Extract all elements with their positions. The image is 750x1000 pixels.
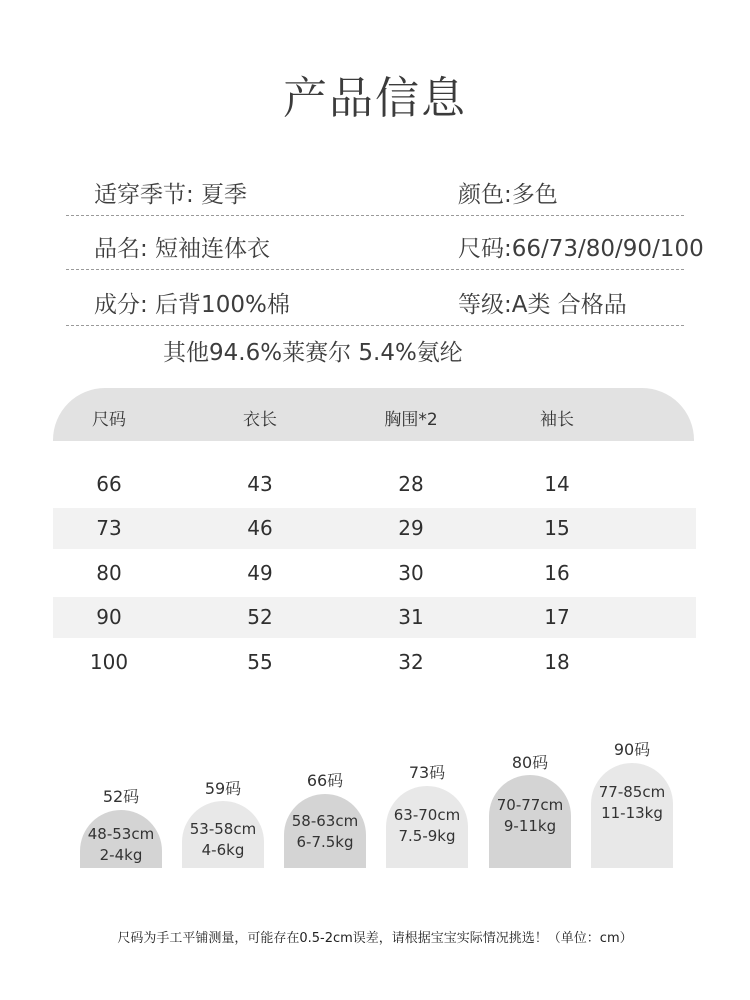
cell-sleeve: 14 [544,472,570,496]
cell-chest: 30 [398,561,424,585]
info-composition: 成分: 后背100%棉 [94,292,290,318]
size-guide-label: 90码 [613,740,651,759]
header-chest: 胸围*2 [384,410,438,430]
cell-chest: 32 [398,650,424,674]
cell-length: 43 [247,472,273,496]
dashed-divider [66,215,684,216]
cell-size: 80 [96,561,122,585]
cell-sleeve: 18 [544,650,570,674]
cell-size: 100 [89,650,129,674]
cell-sleeve: 15 [544,516,570,540]
size-guide-weight: 7.5-9kg [398,827,456,845]
header-sleeve: 袖长 [540,410,574,430]
size-guide-height: 77-85cm [598,783,666,801]
size-guide-weight: 2-4kg [99,846,143,864]
info-color: 颜色:多色 [458,182,558,208]
size-table-header [53,388,694,441]
table-row [53,553,696,594]
size-guide-label: 73码 [408,763,446,782]
table-row [53,464,696,505]
info-product-name: 品名: 短袖连体衣 [94,236,271,262]
cell-chest: 28 [398,472,424,496]
table-row [53,508,696,549]
info-grade: 等级:A类 合格品 [458,292,627,318]
info-row-season [66,176,684,216]
size-guide-label: 59码 [204,779,242,798]
size-guide-weight: 4-6kg [201,841,245,859]
size-guide-height: 70-77cm [496,796,564,814]
size-guide-label: 52码 [102,787,140,806]
cell-length: 55 [247,650,273,674]
page-title: 产品信息 [283,73,467,124]
size-guide-weight: 11-13kg [601,804,663,822]
info-sizes: 尺码:66/73/80/90/100 [458,236,704,262]
cell-size: 90 [96,605,122,629]
info-row-name [66,230,704,270]
cell-length: 49 [247,561,273,585]
size-guide-weight: 9-11kg [503,817,557,835]
cell-sleeve: 17 [544,605,570,629]
cell-chest: 29 [398,516,424,540]
cell-length: 46 [247,516,273,540]
size-guide-label: 66码 [306,771,344,790]
cell-size: 73 [96,516,122,540]
cell-chest: 31 [398,605,424,629]
info-season: 适穿季节: 夏季 [94,182,248,208]
cell-sleeve: 16 [544,561,570,585]
size-guide-weight: 6-7.5kg [296,833,354,851]
table-row [53,642,696,683]
info-row-composition [66,286,684,326]
size-guide-height: 48-53cm [87,825,155,843]
dashed-divider [66,269,684,270]
size-guide-height: 63-70cm [393,806,461,824]
header-size: 尺码 [92,410,126,430]
size-guide-height: 58-63cm [291,812,359,830]
size-guide-height: 53-58cm [189,820,257,838]
table-row [53,597,696,638]
measurement-footnote: 尺码为手工平铺测量，可能存在0.5-2cm误差，请根据宝宝实际情况挑选！（单位：cm） [117,931,633,946]
info-composition-extra: 其他94.6%莱赛尔 5.4%氨纶 [163,340,463,366]
cell-length: 52 [247,605,273,629]
header-length: 衣长 [243,410,277,430]
cell-size: 66 [96,472,122,496]
size-guide-label: 80码 [511,753,549,772]
dashed-divider [66,325,684,326]
